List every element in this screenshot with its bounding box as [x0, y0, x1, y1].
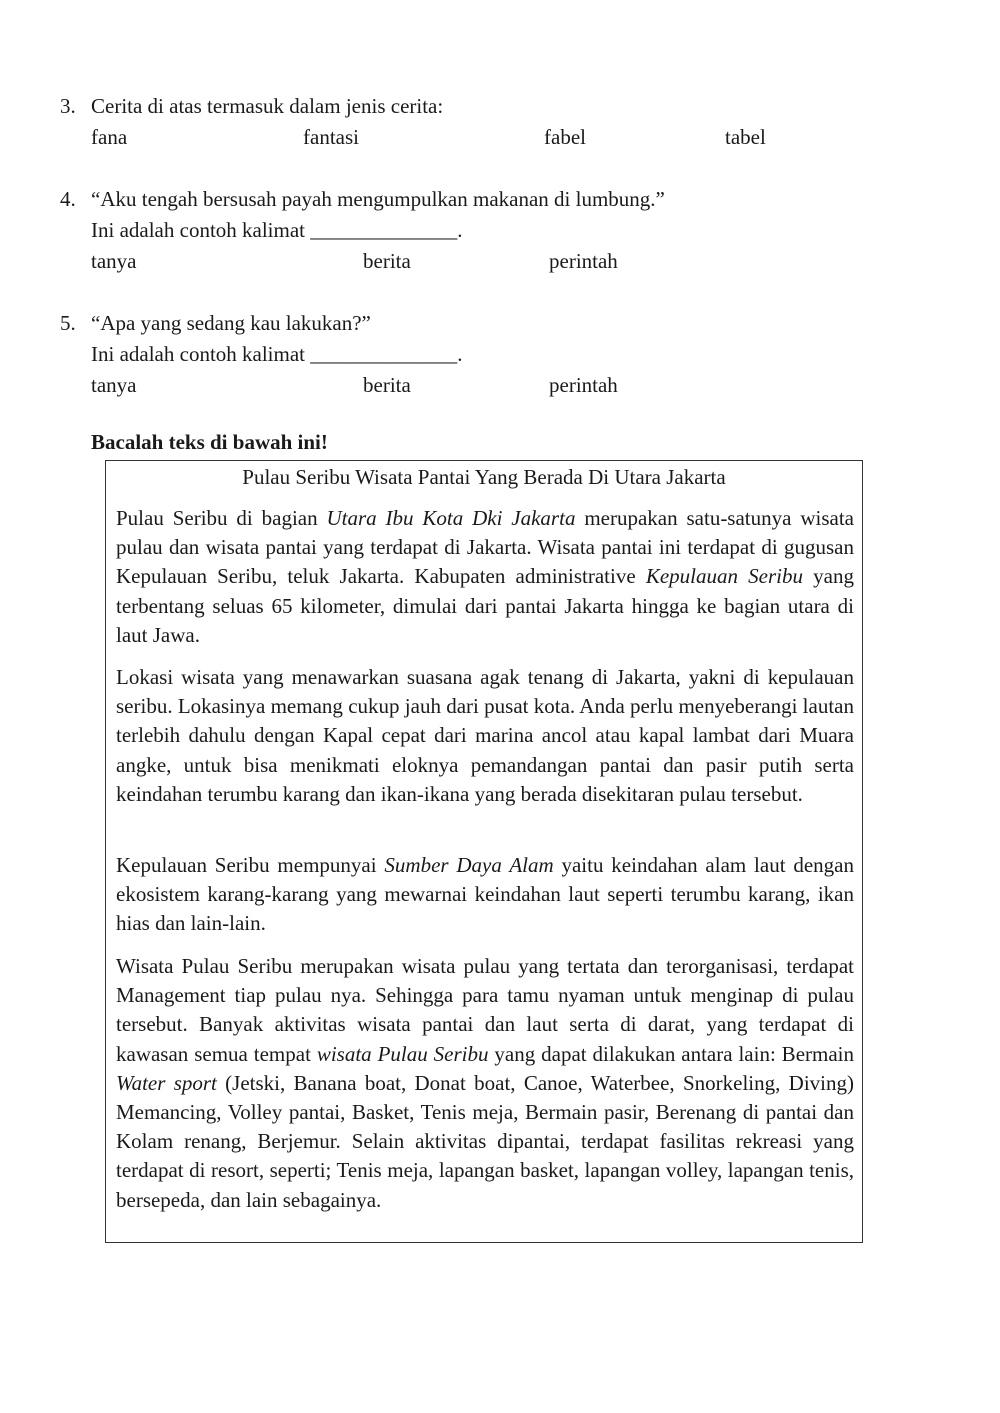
option-perintah[interactable]: perintah — [549, 373, 618, 397]
question-text: “Apa yang sedang kau lakukan?” — [91, 311, 371, 335]
question-number: 5. — [60, 311, 76, 335]
reading-heading: Bacalah teks di bawah ini! — [91, 430, 328, 454]
passage-paragraph-3: Kepulauan Seribu mempunyai Sumber Daya Alam yaitu keindahan alam laut dengan ekosistem karang-karang yang mewarnai keindahan laut seperti terumbu karang, ikan hias dan lain-lain. — [116, 853, 855, 936]
option-fantasi[interactable]: fantasi — [303, 125, 359, 149]
question-prompt: Ini adalah contoh kalimat ______________. — [91, 218, 463, 242]
passage-paragraph-4: Wisata Pulau Seribu merupakan wisata pulau yang tertata dan terorganisasi, terdapat Management tiap pulau nya. Sehingga para tamu nyaman untuk menginap di pulau tersebut. Banyak aktivitas wisata pantai dan laut serta di darat, yang terdapat di kawasan semua tempat wisata Pulau Seribu yang dapat dilakukan antara lain: Bermain Water sport (Jetski, Banana boat, Donat boat, Canoe, Waterbee, Snorkeling, Diving) Memancing, Volley pantai, Basket, Tenis meja, Bermain pasir, Berenang di pantai dan Kolam renang, Berjemur. Selain aktivitas dipantai, terdapat fasilitas rekreasi yang terdapat di resort, seperti; Tenis meja, lapangan basket, lapangan volley, lapangan tenis, bersepeda, dan lain sebagainya. — [116, 954, 854, 1212]
passage-paragraph-1: Pulau Seribu di bagian Utara Ibu Kota Dki Jakarta merupakan satu-satunya wisata pulau dan wisata pantai yang terdapat di Jakarta. Wisata pantai ini terdapat di gugusan Kepulauan Seribu, teluk Jakarta. Kabupaten administrative Kepulauan Seribu yang terbentang seluas 65 kilometer, dimulai dari pantai Jakarta hingga ke bagian utara di laut Jawa. — [116, 506, 854, 647]
option-fana[interactable]: fana — [91, 125, 128, 149]
question-text: “Aku tengah bersusah payah mengumpulkan makanan di lumbung.” — [91, 187, 665, 211]
passage-title: Pulau Seribu Wisata Pantai Yang Berada Di Utara Jakarta — [242, 465, 726, 489]
reading-passage-box — [105, 460, 863, 1243]
question-number: 3. — [60, 94, 76, 118]
option-tabel[interactable]: tabel — [725, 125, 766, 149]
option-perintah[interactable]: perintah — [549, 249, 618, 273]
question-text: Cerita di atas termasuk dalam jenis cerita: — [91, 94, 444, 118]
question-prompt: Ini adalah contoh kalimat ______________. — [91, 342, 463, 366]
option-berita[interactable]: berita — [363, 249, 411, 273]
question-number: 4. — [60, 187, 76, 211]
option-berita[interactable]: berita — [363, 373, 411, 397]
option-tanya[interactable]: tanya — [91, 249, 137, 273]
passage-paragraph-2: Lokasi wisata yang menawarkan suasana agak tenang di Jakarta, yakni di kepulauan seribu. Lokasinya memang cukup jauh dari pusat kota. Anda perlu menyeberangi lautan terlebih dahulu dengan Kapal cepat dari marina ancol atau kapal lambat dari Muara angke, untuk bisa menikmati eloknya pemandangan pantai dan pasir putih serta keindahan terumbu karang dan ikan-ikana yang berada disekitaran pulau tersebut. — [116, 665, 854, 806]
option-tanya[interactable]: tanya — [91, 373, 137, 397]
option-fabel[interactable]: fabel — [544, 125, 586, 149]
